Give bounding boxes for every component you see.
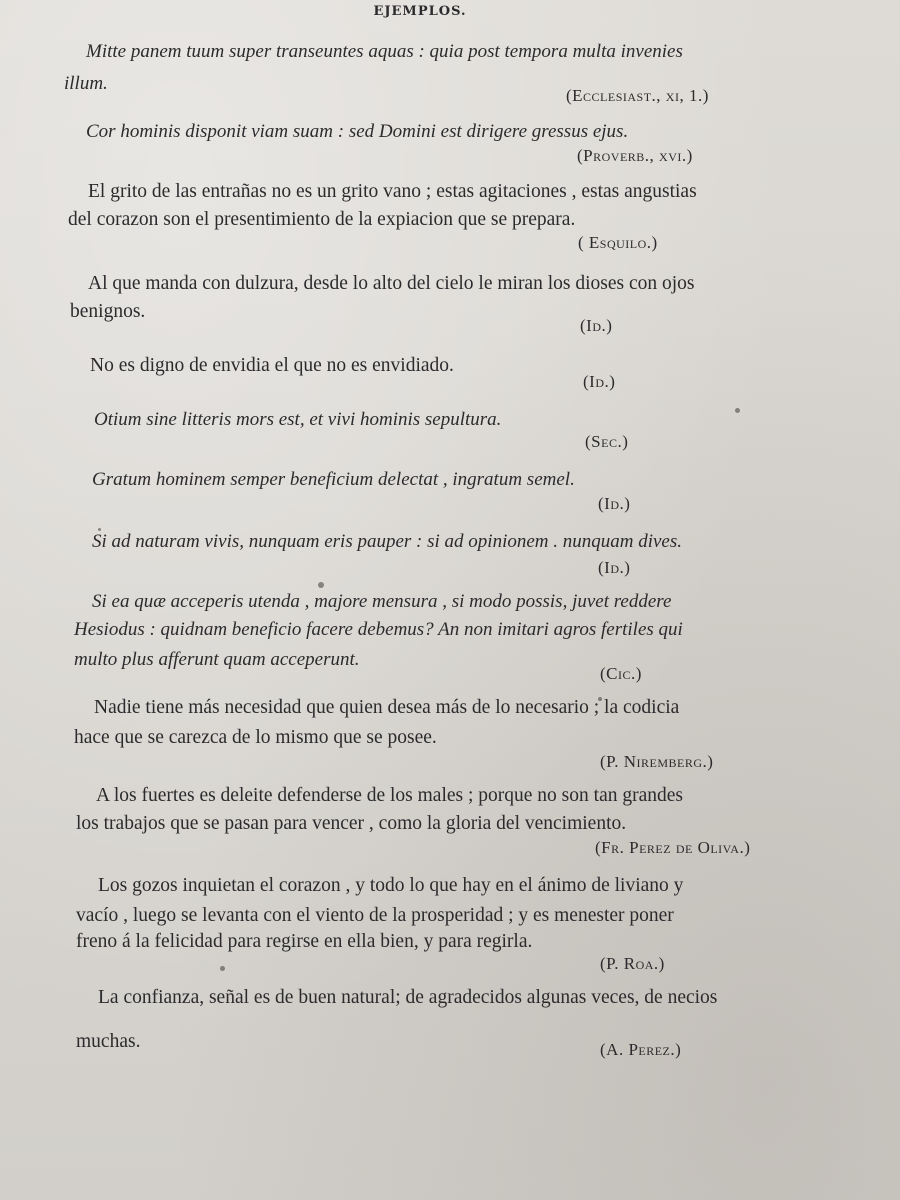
- quote-source: (P. Roa.): [600, 954, 665, 973]
- paper-speck: [220, 966, 225, 971]
- quote-line: muchas.: [76, 1031, 141, 1052]
- quote-line: Gratum hominem semper beneficium delectat , ingratum semel.: [92, 469, 575, 490]
- quote-line: hace que se carezca de lo mismo que se posee.: [74, 727, 437, 748]
- quote-source: (P. Niremberg.): [600, 752, 714, 771]
- quote-line: Cor hominis disponit viam suam : sed Domini est dirigere gressus ejus.: [86, 121, 629, 142]
- quote-source: (Id.): [583, 372, 616, 391]
- paper-speck: [735, 408, 740, 413]
- quote-line: Hesiodus : quidnam beneficio facere debemus? An non imitari agros fertiles qui: [74, 619, 683, 640]
- quote-line: freno á la felicidad para regirse en ella bien, y para regirla.: [76, 931, 533, 952]
- quote-line: Al que manda con dulzura, desde lo alto del cielo le miran los dioses con ojos: [88, 273, 695, 294]
- quote-line: Si ea quæ acceperis utenda , majore mensura , si modo possis, juvet reddere: [92, 591, 672, 612]
- quote-line: del corazon son el presentimiento de la expiacion que se prepara.: [68, 209, 576, 230]
- quote-line: Otium sine litteris mors est, et vivi hominis sepultura.: [94, 409, 502, 430]
- quote-line: Nadie tiene más necesidad que quien desea más de lo necesario ; la codicia: [94, 697, 680, 718]
- page-heading: EJEMPLOS.: [373, 4, 467, 19]
- quote-line: benignos.: [70, 301, 146, 322]
- quote-source: (Id.): [580, 316, 613, 335]
- quote-line: Los gozos inquietan el corazon , y todo lo que hay en el ánimo de liviano y: [98, 875, 684, 896]
- quote-line: A los fuertes es deleite defenderse de los males ; porque no son tan grandes: [96, 785, 683, 806]
- quote-source: (Ecclesiast., xi, 1.): [566, 86, 709, 105]
- quote-source: (Sec.): [585, 432, 629, 451]
- quote-line: multo plus afferunt quam acceperunt.: [74, 649, 360, 670]
- quote-line: No es digno de envidia el que no es envidiado.: [90, 355, 454, 376]
- quote-source: ( Esquilo.): [578, 233, 658, 252]
- quote-source: (Proverb., xvi.): [577, 146, 693, 165]
- quote-line: El grito de las entrañas no es un grito vano ; estas agitaciones , estas angustias: [88, 181, 697, 202]
- quote-line: illum.: [64, 73, 108, 94]
- quote-source: (Id.): [598, 494, 631, 513]
- quote-source: (Cic.): [600, 664, 642, 683]
- quote-line: los trabajos que se pasan para vencer , como la gloria del vencimiento.: [76, 813, 627, 834]
- quote-line: La confianza, señal es de buen natural; de agradecidos algunas veces, de necios: [98, 987, 718, 1008]
- quote-line: Mitte panem tuum super transeuntes aquas : quia post tempora multa invenies: [86, 41, 683, 62]
- quote-source: (Fr. Perez de Oliva.): [595, 838, 751, 857]
- quote-source: (A. Perez.): [600, 1040, 682, 1059]
- quote-line: vacío , luego se levanta con el viento de la prosperidad ; y es menester poner: [76, 905, 674, 926]
- quote-source: (Id.): [598, 558, 631, 577]
- quote-line: Si ad naturam vivis, nunquam eris pauper : si ad opinionem . nunquam dives.: [92, 531, 683, 552]
